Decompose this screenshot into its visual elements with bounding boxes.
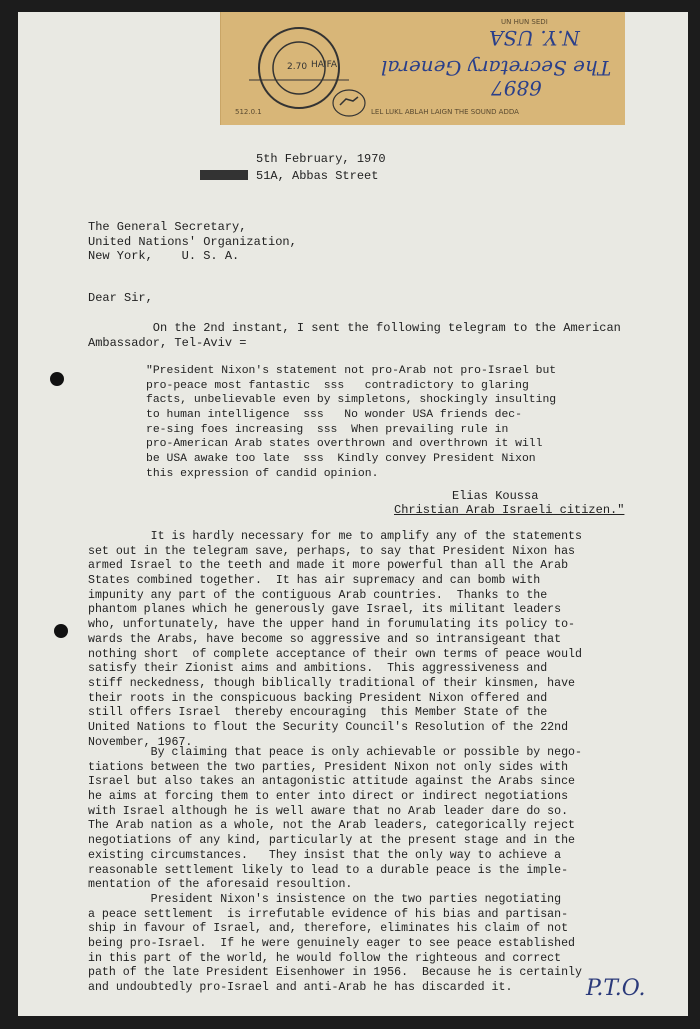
paragraph-line: reasonable settlement likely to lead to a durable peace is the imple- bbox=[88, 863, 569, 877]
paragraph-line: a peace settlement is irrefutable evidence of his bias and partisan- bbox=[88, 907, 569, 921]
telegram-quote bbox=[146, 364, 556, 482]
paragraph-line: It is hardly necessary for me to amplify any of the statements bbox=[88, 530, 582, 543]
telegram-line: pro-American Arab states overthrown and overthrown it will bbox=[146, 438, 543, 451]
paragraph-line: still offers Israel thereby encouraging this Member State of the bbox=[88, 706, 548, 720]
recipient-line-1: The General Secretary, bbox=[88, 220, 247, 234]
paragraph-2 bbox=[88, 746, 582, 893]
struck-out-text bbox=[200, 170, 248, 180]
paragraph-line: satisfy their Zionist aims and ambitions. This aggressiveness and bbox=[88, 662, 548, 676]
paragraph-line: November, 1967. bbox=[88, 735, 193, 749]
slip-code: 512.0.1 bbox=[235, 108, 262, 116]
telegram-receipt-slip bbox=[220, 12, 625, 125]
paragraph-line: Israel but also takes an antagonistic attitude against the Arabs since bbox=[88, 775, 576, 789]
paragraph-line: being pro-Israel. If he were genuinely eager to see peace established bbox=[88, 937, 576, 951]
paragraph-line: wards the Arabs, have become so aggressive and so intransigeant that bbox=[88, 632, 562, 646]
paragraph-line: armed Israel to the teeth and made it more powerful than all the Arab bbox=[88, 559, 569, 573]
recipient-line-2: United Nations' Organization, bbox=[88, 234, 297, 249]
salutation: Dear Sir, bbox=[88, 291, 153, 305]
paragraph-line: tiations between the two parties, President Nixon not only sides with bbox=[88, 760, 569, 774]
intro-line: Ambassador, Tel-Aviv = bbox=[88, 335, 247, 350]
paragraph-line: who, unfortunately, have the upper hand in forumulating its policy to- bbox=[88, 618, 576, 632]
paragraph-line: United Nations to flout the Security Council's Resolution of the 22nd bbox=[88, 720, 569, 734]
paragraph-line: set out in the telegram save, perhaps, to say that President Nixon has bbox=[88, 544, 576, 558]
recipient-line-3: New York, U. S. A. bbox=[88, 249, 240, 264]
paragraph-line: existing circumstances. They insist that the only way to achieve a bbox=[88, 848, 562, 862]
telegram-line: pro-peace most fantastic sss contradictory to glaring bbox=[146, 379, 529, 392]
paragraph-line: The Arab nation as a whole, not the Arab leaders, categorically reject bbox=[88, 819, 576, 833]
handwritten-number: 6897 bbox=[491, 76, 542, 100]
paragraph-line: stiff neckedness, though biblically traditional of their kinsmen, have bbox=[88, 676, 576, 690]
paragraph-line: President Nixon's insistence on the two parties negotiating bbox=[88, 893, 562, 906]
intro-paragraph bbox=[88, 321, 621, 350]
postal-emblem-icon bbox=[331, 88, 367, 118]
paragraph-line: States combined together. It has air supremacy and can bomb with bbox=[88, 574, 541, 588]
signature-name: Elias Koussa bbox=[452, 489, 539, 503]
address-line-row bbox=[200, 166, 378, 184]
address-line: 51A, Abbas Street bbox=[256, 169, 379, 183]
paragraph-line: their roots in the conspicuous backing President Nixon offered and bbox=[88, 691, 548, 705]
paragraph-line: he aims at forcing them to enter into direct or indirect negotiations bbox=[88, 790, 569, 804]
paragraph-line: in this part of the world, he would follow the righteous and correct bbox=[88, 951, 562, 965]
handwritten-recipient-line2: N.Y. USA bbox=[489, 26, 580, 50]
telegram-line: re-sing foes increasing sss When prevailing rule in bbox=[146, 423, 509, 436]
paragraph-line: By claiming that peace is only achievable or possible by nego- bbox=[88, 746, 582, 759]
pto-handwritten: P.T.O. bbox=[586, 976, 646, 1001]
postmark-city: HAIFA bbox=[311, 60, 338, 70]
paragraph-line: nothing short of complete acceptance of their own terms of peace would bbox=[88, 647, 582, 661]
telegram-line: facts, unbelievable even by simpletons, shockingly insulting bbox=[146, 394, 557, 407]
paragraph-line: negotiations of any kind, particularly at the present stage and in the bbox=[88, 834, 576, 848]
telegram-line: be USA awake too late sss Kindly convey President Nixon bbox=[146, 453, 536, 466]
signature-title: Christian Arab Israeli citizen." bbox=[394, 503, 625, 517]
telegram-line: this expression of candid opinion. bbox=[146, 467, 379, 480]
punch-hole-top bbox=[50, 372, 64, 386]
paragraph-line: with Israel although he is well aware that no Arab leader dare do so. bbox=[88, 804, 569, 818]
punch-hole-bottom bbox=[54, 624, 68, 638]
handwritten-recipient-line1: The Secretary General bbox=[381, 56, 612, 80]
recipient-block bbox=[88, 220, 297, 264]
paragraph-3 bbox=[88, 893, 582, 996]
telegram-line: "President Nixon's statement not pro-Arab not pro-Israel but bbox=[146, 365, 557, 377]
paragraph-line: path of the late President Eisenhower in 1956. Because he is certainly bbox=[88, 966, 582, 980]
paragraph-1 bbox=[88, 530, 582, 750]
paragraph-line: impunity any part of the contiguous Arab countries. Thanks to the bbox=[88, 588, 548, 602]
slip-bottom-print: LEL LUKL ABLAH LAIGN THE SOUND ADDA bbox=[371, 108, 519, 116]
paragraph-line: and undoubtedly pro-Israel and anti-Arab he has discarded it. bbox=[88, 981, 513, 995]
postmark-date: 2.70 bbox=[287, 62, 308, 72]
date-line: 5th February, 1970 bbox=[256, 152, 386, 166]
paragraph-line: phantom planes which he generously gave Israel, its militant leaders bbox=[88, 603, 562, 617]
paragraph-line: mentation of the aforesaid resoultion. bbox=[88, 878, 353, 892]
slip-top-print: UN HUN SEDI bbox=[501, 18, 548, 26]
telegram-line: to human intelligence sss No wonder USA friends dec- bbox=[146, 409, 522, 422]
intro-line: On the 2nd instant, I sent the following telegram to the American bbox=[88, 321, 621, 335]
paragraph-line: ship in favour of Israel, and, therefore, eliminates his claim of not bbox=[88, 922, 569, 936]
